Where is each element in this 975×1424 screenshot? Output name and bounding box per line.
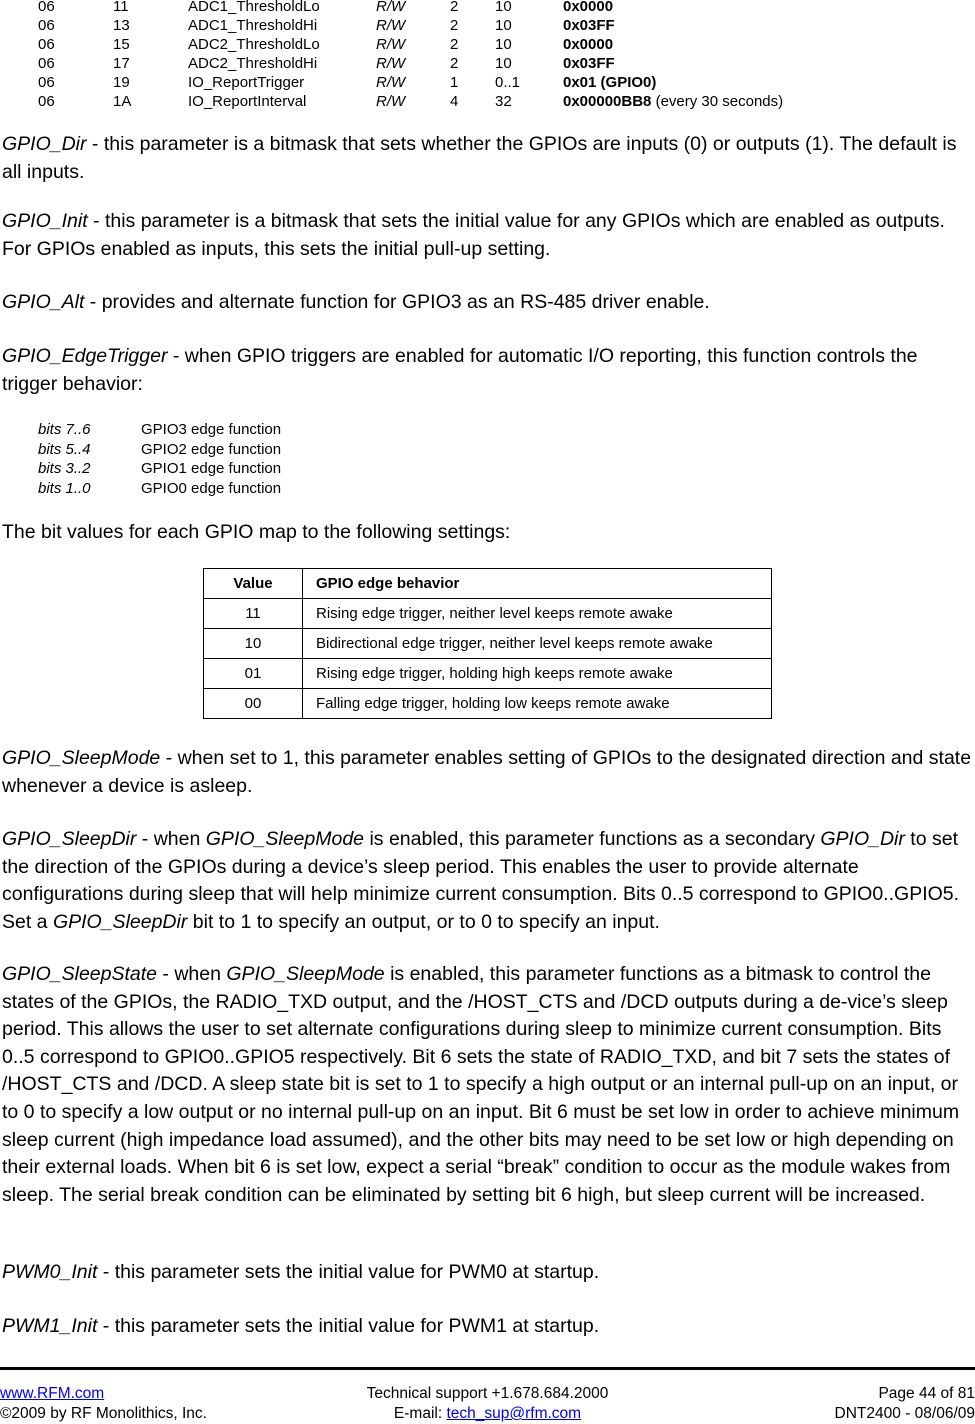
- description: - this parameter is a bitmask that sets the initial value for any GPIOs which are enabled as outputs. For GPIOs enabled as inputs, this sets the initial pull-up setting.: [2, 210, 945, 260]
- value-cell: 01: [204, 659, 303, 689]
- default-cell: [563, 35, 613, 54]
- default-cell: [563, 54, 615, 73]
- offset-cell: 06: [38, 74, 55, 91]
- default-value: 0x03FF: [563, 55, 615, 72]
- description: - this parameter sets the initial value for PWM1 at startup.: [97, 1315, 600, 1337]
- range-cell: 10: [495, 55, 512, 72]
- value-cell: 11: [204, 599, 303, 629]
- term: GPIO_Dir: [2, 133, 87, 155]
- default-cell: [563, 73, 656, 92]
- bit-description: GPIO0 edge function: [141, 480, 282, 498]
- gpio-edge-behavior-table: [203, 568, 772, 719]
- address-cell: 17: [113, 55, 130, 72]
- bytes-cell: 2: [450, 55, 459, 72]
- bit-range: bits 7..6: [38, 421, 91, 438]
- column-header-behavior: GPIO edge behavior: [303, 569, 772, 599]
- access-cell: R/W: [376, 93, 406, 110]
- reference: GPIO_Dir: [820, 828, 905, 850]
- access-cell: R/W: [376, 36, 406, 53]
- offset-cell: 06: [38, 93, 55, 110]
- table-row: [204, 599, 772, 629]
- term: PWM0_Init: [2, 1261, 98, 1283]
- default-value: 0x01 (GPIO0): [563, 74, 657, 91]
- range-cell: 32: [495, 93, 512, 110]
- gpio-sleepdir-paragraph: [2, 826, 974, 936]
- default-note: (every 30 seconds): [651, 93, 784, 110]
- description: - when GPIO triggers are enabled for automatic I/O reporting, this function controls the trigger behavior:: [2, 345, 918, 395]
- pwm1-init-paragraph: [2, 1313, 974, 1341]
- address-cell: 19: [113, 74, 130, 91]
- page-number: Page 44 of 81: [878, 1385, 975, 1402]
- default-value: 0x00000BB8: [563, 93, 652, 110]
- offset-cell: 06: [38, 36, 55, 53]
- table-header-row: [204, 569, 772, 599]
- description: - when set to 1, this parameter enables setting of GPIOs to the designated direction and state whenever a device is asleep.: [2, 747, 972, 797]
- term: GPIO_EdgeTrigger: [2, 345, 168, 367]
- address-cell: 13: [113, 17, 130, 34]
- parameter-name-cell: IO_ReportInterval: [188, 93, 307, 110]
- text-segment: is enabled, this parameter functions as a secondary: [364, 828, 821, 850]
- address-cell: 15: [113, 36, 130, 53]
- access-cell: R/W: [376, 55, 406, 72]
- address-cell: 11: [113, 0, 129, 15]
- text-segment: bit to 1 to specify an output, or to 0 to specify an input.: [187, 910, 660, 933]
- footer-row: [0, 1404, 975, 1424]
- copyright: ©2009 by RF Monolithics, Inc.: [0, 1405, 207, 1422]
- offset-cell: 06: [38, 55, 55, 72]
- default-value: 0x0000: [563, 0, 614, 15]
- gpio-init-paragraph: [2, 208, 974, 263]
- description: - this parameter is a bitmask that sets whether the GPIOs are inputs (0) or outputs (1). The default is all inputs.: [2, 133, 957, 183]
- bit-values-intro: The bit values for each GPIO map to the following settings:: [2, 521, 511, 543]
- offset-cell: 06: [38, 0, 55, 15]
- address-cell: 1A: [113, 93, 132, 110]
- text-segment: - when: [136, 828, 206, 850]
- description: - this parameter sets the initial value for PWM0 at startup.: [97, 1261, 600, 1283]
- access-cell: R/W: [376, 74, 406, 91]
- default-cell: [563, 92, 783, 111]
- term: GPIO_Init: [2, 210, 88, 232]
- pwm0-init-paragraph: [2, 1259, 974, 1287]
- text-segment: to set the direction of the GPIOs during a device’s sleep period. This enables the user to provide alternate configurations during sleep that will help minimize current consumption. Bits 0..5 correspond to GPIO0..GPIO5. Set a: [2, 828, 960, 933]
- website-link[interactable]: www.RFM.com: [0, 1385, 105, 1402]
- term: GPIO_SleepState: [2, 963, 158, 985]
- parameter-name-cell: ADC1_ThresholdLo: [188, 0, 320, 15]
- footer-divider: [0, 1367, 975, 1370]
- range-cell: 10: [495, 17, 512, 34]
- bytes-cell: 2: [450, 0, 459, 15]
- page-footer: [0, 1384, 975, 1424]
- term: GPIO_SleepDir: [2, 828, 137, 850]
- gpio-dir-paragraph: [2, 131, 974, 186]
- bit-description: GPIO2 edge function: [141, 440, 282, 458]
- text-segment: is enabled, this parameter functions as a bitmask to control the states of the GPIOs, the RADIO_TXD output, and the /HOST_CTS and /DCD outputs during a de-vice’s sleep period. This allows the user to set alternate configurations during sleep to minimize current consumption. Bits 0..5 correspond to GPIO0..GPIO5 respectively. Bit 6 sets the state of RADIO_TXD, and bit 7 sets the states of /HOST_CTS and /DCD. A sleep state bit is set to 1 to specify a high output or an internal pull-up on an input, or to 0 to specify a low output or no internal pull-up on an input. Bit 6 must be set low in order to achieve minimum sleep current (high impedance load assumed), and the other bits may need to be set low or high depending on their external loads. When bit 6 is set low, expect a serial “break” condition to occur as the module wakes from sleep. The serial break condition can be eliminated by setting bit 6 high, but sleep current will be increased.: [2, 963, 960, 1206]
- reference: GPIO_SleepMode: [226, 963, 385, 985]
- access-cell: R/W: [376, 0, 406, 15]
- parameter-name-cell: ADC2_ThresholdHi: [188, 55, 318, 72]
- bit-range: bits 3..2: [38, 460, 91, 478]
- default-value: 0x03FF: [563, 17, 615, 34]
- behavior-cell: Falling edge trigger, holding low keeps remote awake: [303, 689, 772, 719]
- parameter-name-cell: IO_ReportTrigger: [188, 74, 305, 91]
- default-cell: [563, 16, 615, 35]
- email-link[interactable]: tech_sup@rfm.com: [446, 1405, 582, 1422]
- reference: GPIO_SleepDir: [52, 910, 188, 933]
- value-cell: 00: [204, 689, 303, 719]
- range-cell: 0..1: [495, 74, 521, 91]
- parameter-name-cell: ADC1_ThresholdHi: [188, 17, 318, 34]
- bit-description: GPIO3 edge function: [141, 421, 282, 438]
- table-row: [204, 659, 772, 689]
- value-cell: 10: [204, 629, 303, 659]
- text-segment: - when: [157, 963, 227, 985]
- support-phone: Technical support +1.678.684.2000: [366, 1385, 609, 1402]
- range-cell: 10: [495, 36, 512, 53]
- footer-row: [0, 1384, 975, 1404]
- bit-range: bits 1..0: [38, 480, 91, 498]
- bytes-cell: 2: [450, 17, 459, 34]
- bit-range: bits 5..4: [38, 440, 91, 458]
- table-row: [204, 629, 772, 659]
- behavior-cell: Bidirectional edge trigger, neither level keeps remote awake: [303, 629, 772, 659]
- behavior-cell: Rising edge trigger, neither level keeps remote awake: [303, 599, 772, 629]
- bytes-cell: 2: [450, 36, 459, 53]
- behavior-cell: Rising edge trigger, holding high keeps remote awake: [303, 659, 772, 689]
- parameter-name-cell: ADC2_ThresholdLo: [188, 36, 320, 53]
- term: GPIO_SleepMode: [2, 747, 161, 769]
- offset-cell: 06: [38, 17, 55, 34]
- term: PWM1_Init: [2, 1315, 98, 1337]
- gpio-alt-paragraph: [2, 289, 974, 317]
- gpio-sleepstate-paragraph: [2, 961, 974, 1209]
- document-id: DNT2400 - 08/06/09: [834, 1405, 975, 1422]
- gpio-sleepmode-paragraph: [2, 745, 974, 800]
- description: - provides and alternate function for GPIO3 as an RS-485 driver enable.: [84, 291, 710, 313]
- access-cell: R/W: [376, 17, 406, 34]
- email-label: E-mail:: [393, 1405, 447, 1422]
- email-line: [0, 1404, 975, 1424]
- reference: GPIO_SleepMode: [205, 828, 365, 850]
- bit-description: GPIO1 edge function: [141, 460, 282, 478]
- default-cell: [563, 0, 613, 16]
- column-header-value: Value: [204, 569, 303, 599]
- bytes-cell: 1: [450, 74, 459, 91]
- default-value: 0x0000: [563, 36, 614, 53]
- bytes-cell: 4: [450, 93, 459, 110]
- gpio-edgetrigger-paragraph: [2, 343, 974, 398]
- table-row: [204, 689, 772, 719]
- range-cell: 10: [495, 0, 512, 15]
- term: GPIO_Alt: [2, 291, 85, 313]
